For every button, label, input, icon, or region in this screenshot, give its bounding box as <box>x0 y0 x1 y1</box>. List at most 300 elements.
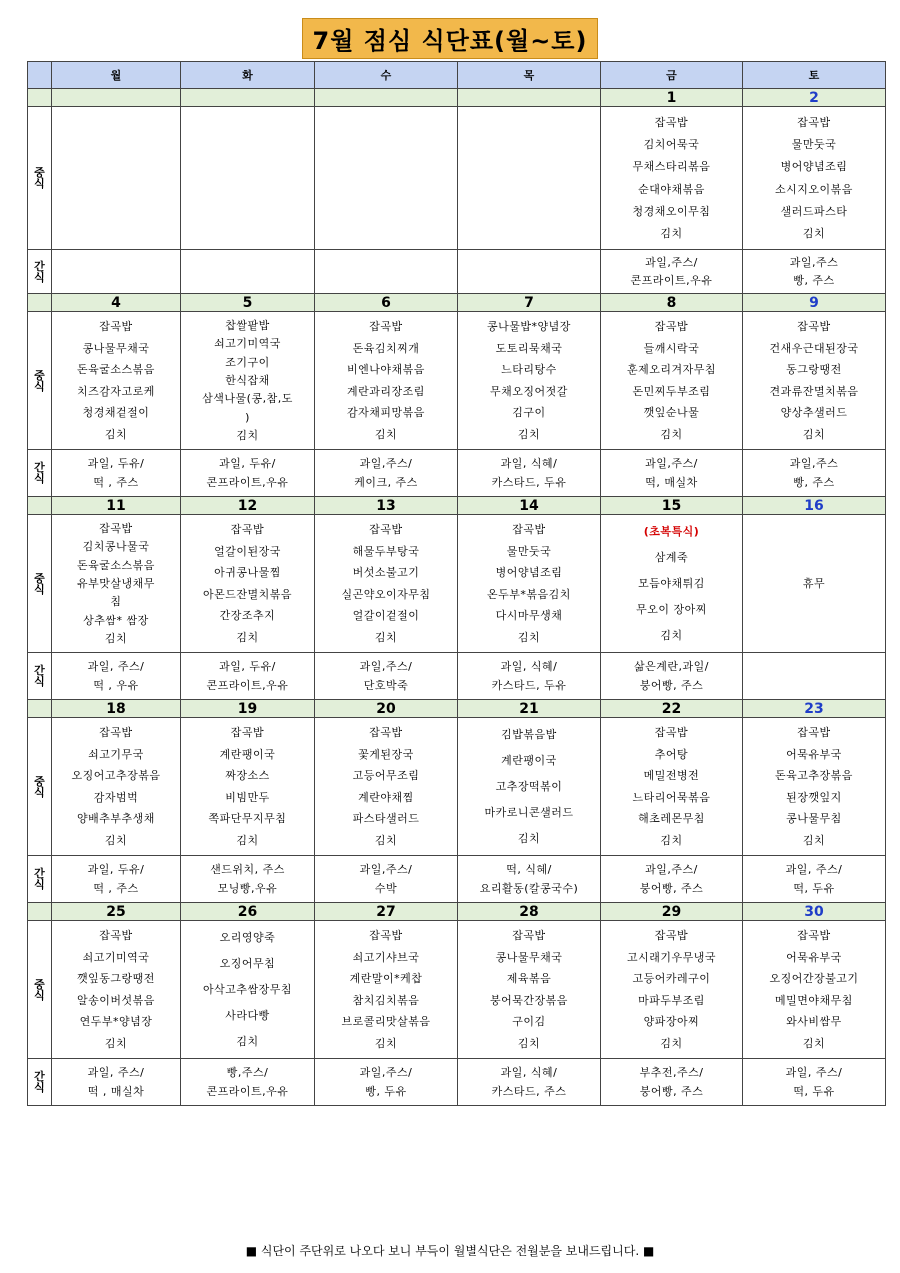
lunch-label-char: 식 <box>34 988 45 1002</box>
menu-item: 감자범벅 <box>93 790 139 804</box>
snack-item: 과일,주스/ <box>359 1066 413 1079</box>
lunch-label-char: 중 <box>34 166 45 179</box>
snack-menu-list <box>52 250 180 293</box>
footer-note: ■ 식단이 주단위로 나오다 보니 부득이 월별식단은 전월분을 보내드립니다. ■ <box>245 1244 655 1258</box>
menu-item: 제육볶음 <box>506 972 552 986</box>
snack-label-char: 간 <box>34 867 45 880</box>
snack-row <box>28 653 886 700</box>
date-cell: 2 <box>743 89 886 107</box>
date-row <box>28 89 886 107</box>
snack-item: 과일, 주스/ <box>87 1066 145 1079</box>
snack-item: 과일, 주스/ <box>785 1066 843 1079</box>
lunch-label-char: 식 <box>34 379 45 393</box>
menu-item: 김치 <box>374 833 398 847</box>
lunch-menu-cell <box>458 515 601 653</box>
snack-menu-list <box>743 856 885 902</box>
menu-item: 붕어묵간장볶음 <box>490 993 568 1007</box>
snack-menu-cell <box>601 856 743 903</box>
menu-item: 알송이버섯볶음 <box>77 993 155 1007</box>
menu-item: 김치 <box>802 1036 826 1050</box>
menu-item: 잡곡밥 <box>797 115 831 129</box>
menu-item: 아삭고추쌈장무침 <box>202 982 292 996</box>
day-header-mon: 월 <box>52 62 181 89</box>
menu-item: 김치 <box>660 427 683 441</box>
menu-item: 잡곡밥 <box>99 320 133 334</box>
menu-item: 깻잎동그랑땡전 <box>77 972 155 986</box>
menu-item: 돈육굴소스볶음 <box>77 363 155 377</box>
snack-row <box>28 1059 886 1106</box>
day-header-sat: 토 <box>743 62 886 89</box>
lunch-menu-list <box>315 107 457 249</box>
menu-item: 김치 <box>104 833 128 847</box>
lunch-menu-list <box>315 718 457 855</box>
lunch-menu-list <box>601 515 742 652</box>
meal-table <box>27 61 886 1106</box>
menu-item: 잡곡밥 <box>230 726 265 740</box>
date-cell <box>52 89 181 107</box>
menu-item: 무채오징어젓갈 <box>490 384 568 398</box>
lunch-menu-cell <box>601 921 743 1059</box>
menu-item: 얼갈이된장국 <box>214 544 281 558</box>
snack-menu-list <box>315 450 457 496</box>
snack-menu-list <box>52 450 180 496</box>
snack-menu-cell <box>458 653 601 700</box>
lunch-label-char: 식 <box>34 177 45 190</box>
lunch-menu-list <box>743 515 885 652</box>
menu-item: 잡곡밥 <box>230 523 265 537</box>
snack-item: 빵, 주스 <box>793 476 835 489</box>
snack-menu-cell <box>181 1059 315 1106</box>
lunch-menu-cell <box>743 921 886 1059</box>
lunch-menu-cell <box>743 312 886 450</box>
menu-item: 콩나물무침 <box>786 812 842 826</box>
menu-item: 간장조추지 <box>219 609 276 623</box>
snack-label-cell <box>28 653 52 700</box>
snack-item: 콘프라이트,우유 <box>206 679 289 692</box>
snack-menu-cell <box>181 250 315 294</box>
snack-menu-cell <box>52 1059 181 1106</box>
lunch-label-char: 중 <box>34 774 45 788</box>
lunch-label-cell <box>28 718 52 856</box>
snack-item: 콘프라이트,우유 <box>206 1085 289 1098</box>
date-cell: 6 <box>315 294 458 312</box>
lunch-label-cell <box>28 107 52 250</box>
date-cell: 29 <box>601 903 743 921</box>
lunch-label-char: 식 <box>34 582 45 596</box>
menu-item: 돈육굴소스볶음 <box>77 558 155 572</box>
menu-item: 계란팽이국 <box>219 747 276 761</box>
snack-menu-cell <box>315 1059 458 1106</box>
menu-item: 병어양념조림 <box>780 160 848 174</box>
lunch-menu-cell <box>458 921 601 1059</box>
menu-item: 침 <box>110 595 122 609</box>
snack-label-char: 식 <box>34 270 45 284</box>
menu-item: 된장깻잎지 <box>786 790 842 804</box>
lunch-menu-list <box>52 718 180 855</box>
menu-item: 청경채오이무침 <box>632 204 711 218</box>
date-cell: 28 <box>458 903 601 921</box>
date-row-spacer <box>28 700 52 718</box>
menu-item: 참치김치볶음 <box>352 993 420 1007</box>
day-header-fri: 금 <box>601 62 743 89</box>
menu-item: 쇠고기무국 <box>88 747 144 761</box>
lunch-menu-cell <box>52 312 181 450</box>
menu-item: 김치 <box>236 630 259 644</box>
table-body <box>28 89 886 1106</box>
menu-item: 잡곡밥 <box>99 929 133 943</box>
menu-item: 물만둣국 <box>791 137 837 151</box>
snack-menu-cell <box>181 450 315 497</box>
date-cell: 22 <box>601 700 743 718</box>
snack-item: 떡 , 주스 <box>93 476 139 489</box>
snack-menu-cell <box>743 1059 886 1106</box>
menu-item: 삼계죽 <box>654 551 689 565</box>
snack-menu-list <box>601 1059 742 1105</box>
snack-menu-cell <box>52 250 181 294</box>
menu-item: 들깨시락국 <box>643 341 700 355</box>
menu-item: 잡곡밥 <box>369 929 403 943</box>
menu-item: 양파장아찌 <box>643 1015 700 1029</box>
lunch-menu-list <box>601 718 742 855</box>
snack-menu-list <box>52 1059 180 1105</box>
menu-item: 김치 <box>374 1036 398 1050</box>
menu-item: 김치 <box>802 227 826 241</box>
snack-label-char: 식 <box>34 1081 45 1094</box>
menu-item: 콩나물무채국 <box>82 341 150 355</box>
snack-menu-cell <box>315 250 458 294</box>
menu-item: 김치 <box>660 227 683 241</box>
menu-item: 김치 <box>517 630 541 644</box>
menu-item: 김밥볶음밥 <box>501 728 557 742</box>
menu-item: 잡곡밥 <box>797 320 831 334</box>
lunch-row <box>28 312 886 450</box>
menu-item: 잡곡밥 <box>99 726 133 740</box>
menu-item: 계란팽이국 <box>501 754 557 768</box>
menu-item: 얼갈이겉절이 <box>352 609 420 623</box>
lunch-menu-cell <box>181 921 315 1059</box>
menu-item: 김치 <box>236 429 259 443</box>
menu-item: 마카로니콘샐러드 <box>484 805 574 819</box>
snack-item: 단호박죽 <box>363 679 409 692</box>
lunch-label-char: 중 <box>34 368 45 382</box>
snack-menu-list <box>181 856 314 902</box>
lunch-menu-cell <box>181 515 315 653</box>
snack-menu-cell <box>458 250 601 294</box>
snack-item: 과일, 식혜/ <box>500 660 558 673</box>
menu-item: 김치 <box>104 632 128 646</box>
lunch-menu-list <box>458 107 600 249</box>
lunch-menu-cell <box>743 515 886 653</box>
lunch-row <box>28 921 886 1059</box>
lunch-menu-list <box>743 921 885 1058</box>
date-cell: 25 <box>52 903 181 921</box>
snack-item: 과일, 식혜/ <box>500 457 558 470</box>
lunch-menu-list <box>458 718 600 855</box>
snack-item: 케이크, 주스 <box>354 476 418 489</box>
menu-item: 브로콜리맛살볶음 <box>341 1015 431 1029</box>
menu-item: 잡곡밥 <box>797 929 831 943</box>
menu-item: 청경채겉절이 <box>82 406 150 420</box>
menu-item: 구이김 <box>512 1015 546 1029</box>
lunch-menu-list <box>743 312 885 449</box>
menu-item: 파스타샐러드 <box>352 812 420 826</box>
day-header-wed: 수 <box>315 62 458 89</box>
menu-item: 김구이 <box>512 406 546 420</box>
lunch-menu-cell <box>601 107 743 250</box>
date-cell: 30 <box>743 903 886 921</box>
menu-item: ) <box>245 410 250 424</box>
snack-row <box>28 856 886 903</box>
snack-item: 콘프라이트,우유 <box>630 273 713 287</box>
menu-item: 느타리어묵볶음 <box>632 790 711 804</box>
snack-item: 과일,주스/ <box>645 457 698 470</box>
date-cell: 14 <box>458 497 601 515</box>
menu-item: 꽃게된장국 <box>358 747 414 761</box>
snack-item: 수박 <box>374 882 398 895</box>
date-row-spacer <box>28 294 52 312</box>
menu-item: 추어탕 <box>654 747 689 761</box>
snack-item: 과일, 두유/ <box>219 457 276 470</box>
menu-item: 오징어고추장볶음 <box>71 769 161 783</box>
menu-item: 김치 <box>104 1036 128 1050</box>
snack-item: 떡 , 우유 <box>93 679 139 692</box>
lunch-menu-list <box>315 312 457 449</box>
snack-menu-cell <box>601 653 743 700</box>
snack-menu-cell <box>601 450 743 497</box>
menu-item: 잡곡밥 <box>512 929 546 943</box>
lunch-menu-list <box>181 107 314 249</box>
date-cell: 15 <box>601 497 743 515</box>
snack-item: 부추전,주스/ <box>639 1066 704 1079</box>
date-cell: 20 <box>315 700 458 718</box>
date-cell <box>458 89 601 107</box>
date-cell: 4 <box>52 294 181 312</box>
menu-item: 잡곡밥 <box>369 523 403 537</box>
snack-item: 과일, 두유/ <box>87 863 145 876</box>
snack-item: 빵, 주스 <box>793 273 835 287</box>
snack-label-char: 간 <box>34 461 45 474</box>
menu-item: 김치 <box>660 833 683 847</box>
snack-menu-list <box>315 653 457 699</box>
lunch-menu-cell <box>181 718 315 856</box>
page-title: 7월 점심 식단표(월~토) <box>302 18 599 59</box>
menu-item: 잡곡밥 <box>369 320 403 334</box>
snack-menu-cell <box>458 450 601 497</box>
snack-item: 떡, 두유 <box>793 882 835 895</box>
menu-item: 고등어무조림 <box>352 769 420 783</box>
menu-item: 훈제오리겨자무침 <box>626 363 716 377</box>
snack-menu-cell <box>181 653 315 700</box>
menu-item: 상추쌈* 쌈장 <box>83 613 149 627</box>
menu-item: 잡곡밥 <box>654 929 689 943</box>
menu-item: 연두부*양념장 <box>79 1015 153 1029</box>
snack-item: 떡, 식혜/ <box>506 863 552 876</box>
snack-menu-cell <box>743 250 886 294</box>
date-row <box>28 903 886 921</box>
snack-menu-cell <box>601 1059 743 1106</box>
lunch-menu-list <box>52 921 180 1058</box>
snack-item: 붕어빵, 주스 <box>639 1085 704 1098</box>
snack-item: 떡 , 매실차 <box>87 1085 145 1098</box>
menu-item: 다시마무생채 <box>495 609 563 623</box>
menu-item: 샐러드파스타 <box>780 204 848 218</box>
menu-item: 모듬야채튀김 <box>638 576 705 590</box>
menu-item: 비엔나야채볶음 <box>347 363 425 377</box>
snack-item: 과일,주스/ <box>359 457 413 470</box>
menu-item: 물만둣국 <box>506 544 552 558</box>
snack-label-cell <box>28 450 52 497</box>
snack-menu-cell <box>52 653 181 700</box>
lunch-label-cell <box>28 921 52 1059</box>
snack-item: 콘프라이트,우유 <box>206 476 289 489</box>
menu-item: 김치어묵국 <box>643 137 700 151</box>
snack-item: 과일, 주스/ <box>87 660 145 673</box>
snack-menu-list <box>601 450 742 496</box>
day-header-tue: 화 <box>181 62 315 89</box>
snack-item: 과일,주스/ <box>359 863 413 876</box>
menu-item: 콩나물무채국 <box>495 950 563 964</box>
snack-label-char: 식 <box>34 878 45 891</box>
snack-item: 과일, 두유/ <box>219 660 276 673</box>
snack-item: 떡 , 주스 <box>93 882 139 895</box>
snack-item: 과일,주스 <box>789 256 839 270</box>
menu-item: 김치 <box>517 427 541 441</box>
menu-item: (초복특식) <box>643 525 700 539</box>
lunch-label-char: 중 <box>34 977 45 991</box>
menu-item: 잡곡밥 <box>797 726 831 740</box>
snack-label-cell <box>28 856 52 903</box>
lunch-menu-list <box>181 921 314 1058</box>
lunch-menu-cell <box>458 107 601 250</box>
snack-menu-list <box>743 250 885 293</box>
snack-menu-list <box>601 653 742 699</box>
snack-menu-list <box>52 856 180 902</box>
snack-menu-list <box>743 1059 885 1105</box>
snack-row <box>28 450 886 497</box>
menu-item: 와사비쌈무 <box>786 1015 842 1029</box>
snack-menu-list <box>315 1059 457 1105</box>
day-header-row <box>28 62 886 89</box>
menu-item: 느타리탕수 <box>501 363 557 377</box>
menu-item: 실곤약오이자무침 <box>341 587 431 601</box>
menu-item: 김치콩나물국 <box>82 540 150 554</box>
snack-label-char: 간 <box>34 664 45 677</box>
menu-item: 김치 <box>802 833 826 847</box>
lunch-menu-list <box>315 515 457 652</box>
snack-menu-list <box>743 450 885 496</box>
menu-item: 잡곡밥 <box>99 521 133 535</box>
snack-item: 빵, 두유 <box>365 1085 407 1098</box>
date-cell: 13 <box>315 497 458 515</box>
snack-menu-cell <box>743 856 886 903</box>
menu-item: 고시래기우무냉국 <box>626 950 716 964</box>
date-cell <box>181 89 315 107</box>
menu-item: 김치 <box>374 630 398 644</box>
menu-item: 김치 <box>517 831 541 845</box>
menu-item: 견과류잔멸치볶음 <box>769 384 859 398</box>
lunch-menu-list <box>315 921 457 1058</box>
lunch-menu-cell <box>601 515 743 653</box>
lunch-menu-list <box>458 312 600 449</box>
menu-item: 잡곡밥 <box>369 726 403 740</box>
lunch-menu-cell <box>52 107 181 250</box>
menu-item: 김치 <box>236 833 259 847</box>
lunch-menu-list <box>458 921 600 1058</box>
menu-item: 유부맛살냉채무 <box>77 576 155 590</box>
date-cell: 11 <box>52 497 181 515</box>
lunch-menu-list <box>52 312 180 449</box>
menu-item: 온두부*볶음김치 <box>487 587 571 601</box>
lunch-menu-cell <box>315 312 458 450</box>
snack-menu-cell <box>458 856 601 903</box>
snack-menu-cell <box>52 450 181 497</box>
snack-item: 카스타드, 두유 <box>491 679 567 692</box>
lunch-label-char: 중 <box>34 571 45 585</box>
menu-item: 김치 <box>104 427 128 441</box>
snack-menu-list <box>601 250 742 293</box>
lunch-menu-cell <box>315 921 458 1059</box>
menu-item: 쇠고기미역국 <box>82 950 150 964</box>
menu-item: 김치 <box>660 1036 683 1050</box>
menu-item: 양상추샐러드 <box>780 406 848 420</box>
snack-menu-cell <box>52 856 181 903</box>
snack-menu-cell <box>315 450 458 497</box>
lunch-menu-list <box>181 515 314 652</box>
date-cell: 5 <box>181 294 315 312</box>
menu-item: 도토리묵채국 <box>495 341 563 355</box>
lunch-menu-cell <box>315 718 458 856</box>
snack-row <box>28 250 886 294</box>
snack-menu-cell <box>743 450 886 497</box>
lunch-menu-list <box>743 718 885 855</box>
menu-item: 조기구이 <box>225 355 270 369</box>
menu-item: 계란말이*케찹 <box>349 972 423 986</box>
snack-menu-list <box>315 856 457 902</box>
date-row-spacer <box>28 903 52 921</box>
menu-item: 무오이 장아찌 <box>636 602 707 616</box>
menu-item: 고추장떡볶이 <box>495 779 563 793</box>
lunch-menu-cell <box>181 312 315 450</box>
menu-item: 메밀면야채무침 <box>775 993 853 1007</box>
snack-item: 과일, 두유/ <box>87 457 145 470</box>
date-row <box>28 294 886 312</box>
lunch-menu-list <box>601 107 742 249</box>
lunch-label-char: 식 <box>34 785 45 799</box>
snack-menu-list <box>181 250 314 293</box>
menu-item: 마파두부조림 <box>638 993 705 1007</box>
snack-menu-cell <box>315 856 458 903</box>
snack-label-cell <box>28 250 52 294</box>
snack-menu-list <box>181 1059 314 1105</box>
menu-item: 계란과리장조림 <box>347 384 425 398</box>
menu-item: 해물두부탕국 <box>352 544 420 558</box>
menu-item: 순대야채볶음 <box>638 182 705 196</box>
snack-item: 과일,주스/ <box>359 660 413 673</box>
snack-item: 삶은계란,과일/ <box>634 660 709 673</box>
menu-item: 김치 <box>374 427 398 441</box>
date-cell: 8 <box>601 294 743 312</box>
snack-item: 떡, 두유 <box>793 1085 835 1098</box>
date-cell: 21 <box>458 700 601 718</box>
lunch-menu-list <box>181 312 314 449</box>
date-row-spacer <box>28 89 52 107</box>
snack-item: 떡, 매실차 <box>645 476 698 489</box>
snack-item: 붕어빵, 주스 <box>639 679 704 692</box>
snack-menu-cell <box>315 653 458 700</box>
menu-item: 오징어간장불고기 <box>769 972 859 986</box>
snack-menu-list <box>458 653 600 699</box>
date-cell: 19 <box>181 700 315 718</box>
